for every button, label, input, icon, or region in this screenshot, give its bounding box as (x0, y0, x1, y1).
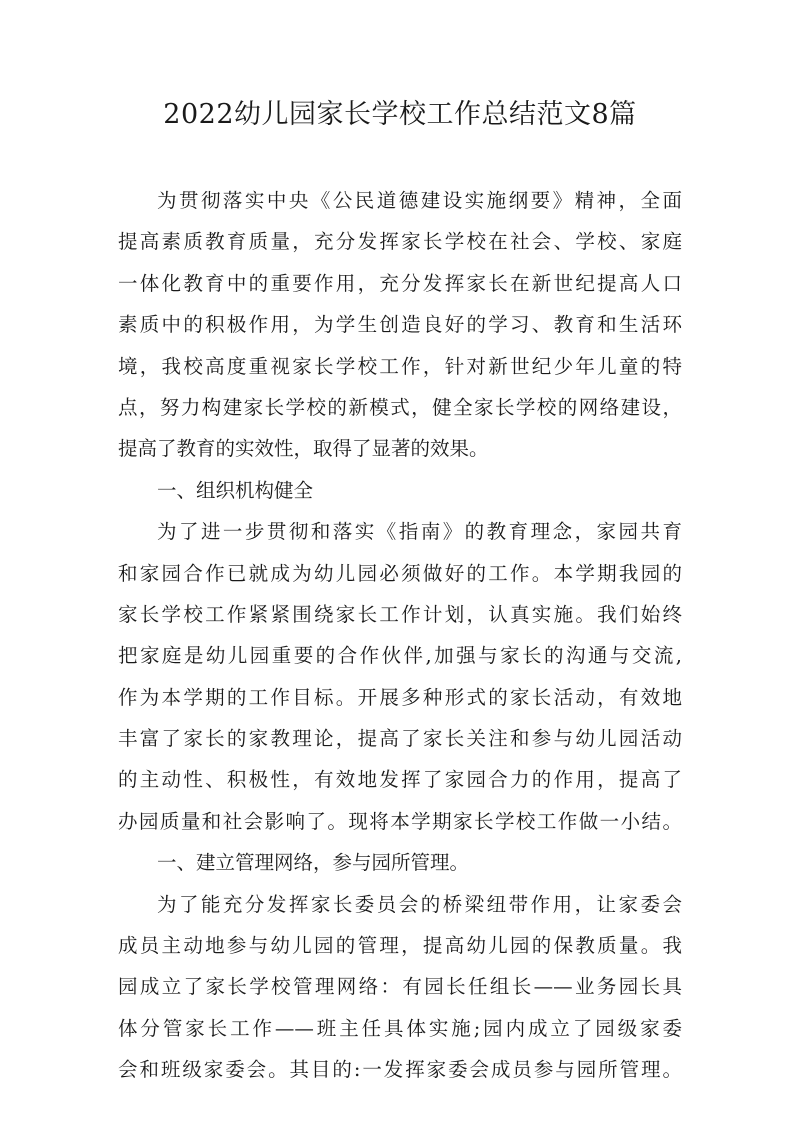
text-line: 为贯彻落实中央《公民道德建设实施纲要》精神，全面 (157, 189, 682, 212)
text-line: 把家庭是幼儿园重要的合作伙伴,加强与家长的沟通与交流, (118, 644, 682, 668)
text-line: 园成立了家长学校管理网络：有园长任组长——业务园长具 (118, 975, 682, 999)
text-line: 提高了教育的实效性，取得了显著的效果。 (118, 437, 489, 461)
text-line: 成员主动地参与幼儿园的管理，提高幼儿园的保教质量。我 (118, 934, 682, 958)
document-body (118, 180, 682, 1091)
text-line: 一体化教育中的重要作用，充分发挥家长在新世纪提高人口 (118, 271, 682, 295)
text-line: 体分管家长工作——班主任具体实施;园内成立了园级家委 (118, 1016, 682, 1040)
text-line: 为了能充分发挥家长委员会的桥梁纽带作用，让家委会 (157, 892, 682, 916)
text-line: 为了进一步贯彻和落实《指南》的教育理念，家园共育 (157, 520, 682, 544)
text-line: 丰富了家长的家教理论，提高了家长关注和参与幼儿园活动 (118, 727, 682, 751)
text-line: 的主动性、积极性，有效地发挥了家园合力的作用，提高了 (118, 768, 682, 792)
text-line: 和家园合作已就成为幼儿园必须做好的工作。本学期我园的 (118, 561, 682, 585)
text-line: 提高素质教育质量，充分发挥家长学校在社会、学校、家庭 (118, 230, 682, 254)
document-title: 2022幼儿园家长学校工作总结范文8篇 (163, 99, 637, 130)
text-line: 作为本学期的工作目标。开展多种形式的家长活动，有效地 (118, 685, 682, 709)
text-line: 境，我校高度重视家长学校工作，针对新世纪少年儿童的特 (118, 354, 682, 378)
text-line: 家长学校工作紧紧围绕家长工作计划，认真实施。我们始终 (118, 602, 682, 626)
text-line: 会和班级家委会。其目的:一发挥家委会成员参与园所管理。 (118, 1058, 682, 1082)
section-heading: 一、建立管理网络，参与园所管理。 (157, 851, 470, 875)
section-heading: 一、组织机构健全 (157, 478, 314, 502)
text-line: 办园质量和社会影响了。现将本学期家长学校工作做一小结。 (118, 809, 682, 833)
text-line: 素质中的积极作用，为学生创造良好的学习、教育和生活环 (118, 313, 682, 337)
text-line: 点，努力构建家长学校的新模式，健全家长学校的网络建设， (118, 395, 682, 419)
